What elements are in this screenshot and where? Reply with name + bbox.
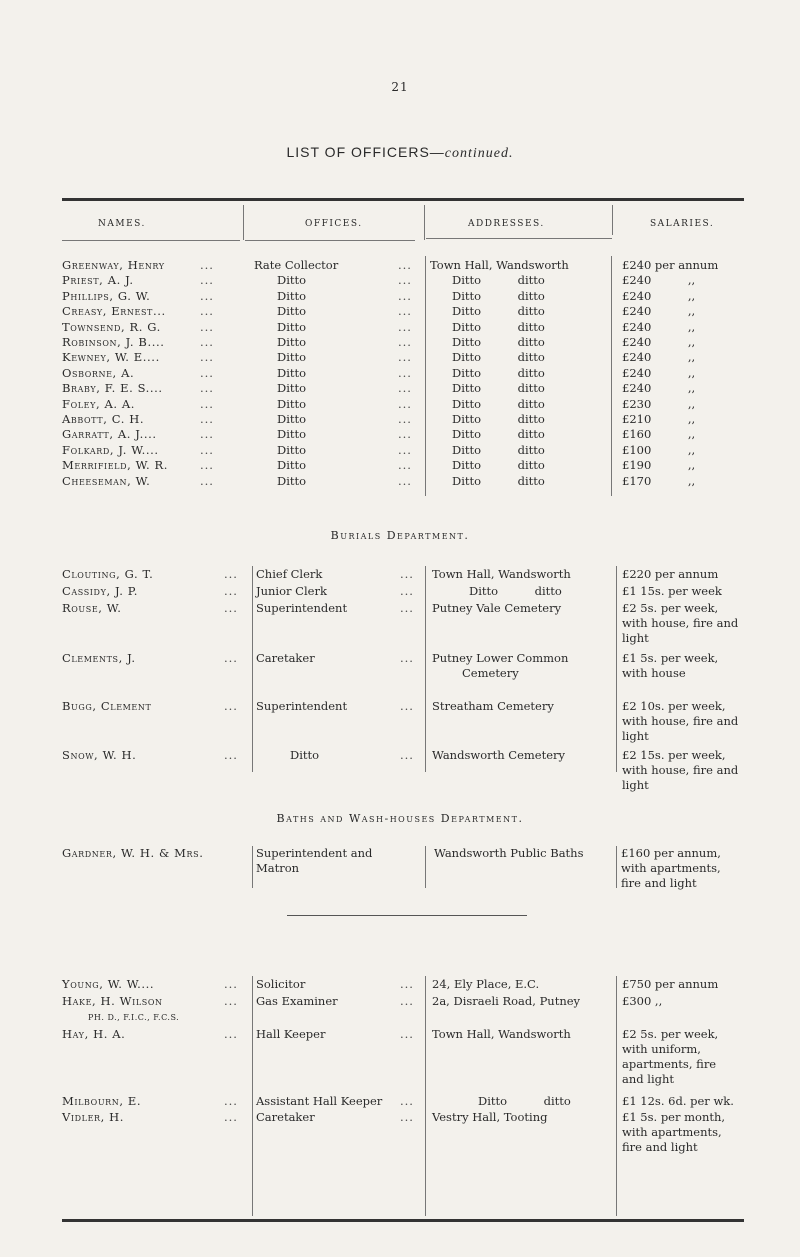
officer-name: Young, W. W.... <box>62 977 155 991</box>
leader-dots: ... <box>398 304 412 319</box>
column-divider <box>425 976 426 1216</box>
leader-dots: ... <box>398 381 412 396</box>
column-divider <box>616 976 617 1216</box>
officer-address: Wandsworth Public Baths <box>434 846 584 860</box>
officer-salary: £2 5s. per week, with uniform, apartments, fire and light <box>622 1027 719 1086</box>
officer-salary: £2 15s. per week, with house, fire and light <box>622 748 739 792</box>
officer-office: Junior Clerk <box>256 584 327 598</box>
leader-dots: ... <box>224 699 238 713</box>
leader-dots: ... <box>200 381 214 396</box>
officer-address: Ditto ditto <box>452 427 545 442</box>
officer-address-line2: Cemetery <box>462 666 519 680</box>
officer-salary: £230 ,, <box>622 396 696 411</box>
officer-address: 2a, Disraeli Road, Putney <box>432 994 581 1008</box>
officer-office: Solicitor <box>256 977 306 991</box>
officer-qualifications: PH. D., F.I.C., F.C.S. <box>88 1013 180 1022</box>
officer-office-line2: Matron <box>256 861 300 875</box>
title-text: LIST OF OFFICERS— <box>286 144 445 160</box>
officer-name: Cheeseman, W. <box>62 473 151 488</box>
officer-name: Merrifield, W. R. <box>62 458 169 473</box>
officer-salary: £210 ,, <box>622 412 696 426</box>
leader-dots: ... <box>398 427 412 442</box>
officer-office: Ditto <box>277 473 307 488</box>
officer-office: Ditto <box>277 273 307 288</box>
leader-dots: ... <box>200 258 214 272</box>
column-divider <box>243 205 244 240</box>
leader-dots: ... <box>398 442 412 457</box>
column-divider <box>425 256 426 496</box>
officer-office: Ditto <box>277 396 307 411</box>
leader-dots: ... <box>200 350 214 365</box>
officer-office: Superintendent <box>256 601 348 615</box>
section-separator <box>287 915 527 916</box>
leader-dots: ... <box>400 977 414 991</box>
leader-dots: ... <box>200 396 214 411</box>
leader-dots: ... <box>398 350 412 365</box>
leader-dots: ... <box>398 458 412 473</box>
officer-address: Putney Lower Common <box>432 651 569 665</box>
officer-address: Wandsworth Cemetery <box>432 748 566 762</box>
column-divider <box>252 976 253 1216</box>
officer-salary: £220 per annum <box>622 567 719 581</box>
officer-address: Ditto ditto <box>452 304 545 319</box>
officer-name: Priest, A. J. <box>62 273 134 288</box>
column-divider <box>252 846 253 888</box>
officer-salary: £2 5s. per week, with house, fire and light <box>622 601 739 645</box>
leader-dots: ... <box>400 699 414 713</box>
officer-office: Ditto <box>277 365 307 380</box>
column-divider <box>611 256 612 496</box>
officer-name: Osborne, A. <box>62 365 135 380</box>
officer-address: Ditto ditto <box>452 273 545 288</box>
officer-office: Chief Clerk <box>256 567 323 581</box>
leader-dots: ... <box>398 396 412 411</box>
officer-address: Ditto ditto <box>452 288 545 303</box>
officer-office: Hall Keeper <box>256 1027 326 1041</box>
leader-dots: ... <box>400 567 414 581</box>
leader-dots: ... <box>224 601 238 615</box>
officer-address: Ditto ditto <box>452 396 545 411</box>
officer-salary: £240 ,, <box>622 365 696 380</box>
leader-dots: ... <box>400 584 414 598</box>
officer-salary: £2 10s. per week, with house, fire and light <box>622 699 739 743</box>
leader-dots: ... <box>200 273 214 288</box>
leader-dots: ... <box>200 304 214 319</box>
column-divider <box>616 566 617 772</box>
officer-office: Ditto <box>277 427 307 442</box>
leader-dots: ... <box>224 1094 238 1108</box>
leader-dots: ... <box>224 651 238 665</box>
officer-name: Milbourn, E. <box>62 1094 142 1108</box>
officer-salary: £240 ,, <box>622 288 696 303</box>
officer-office: Ditto <box>277 458 307 473</box>
leader-dots: ... <box>200 319 214 334</box>
leader-dots: ... <box>398 412 412 426</box>
officer-address: Ditto ditto <box>452 473 545 488</box>
leader-dots: ... <box>398 319 412 334</box>
leader-dots: ... <box>224 584 238 598</box>
leader-dots: ... <box>200 288 214 303</box>
officer-salary: £240 per annum <box>622 258 719 272</box>
leader-dots: ... <box>200 427 214 442</box>
header-addresses: ADDRESSES. <box>468 219 545 229</box>
officer-salary: £240 ,, <box>622 381 696 396</box>
column-divider <box>425 846 426 888</box>
leader-dots: ... <box>224 1027 238 1041</box>
officer-name: Vidler, H. <box>62 1110 125 1124</box>
leader-dots: ... <box>398 273 412 288</box>
officer-name: Cassidy, J. P. <box>62 584 139 598</box>
officer-name: Clouting, G. T. <box>62 567 154 581</box>
officer-name: Hay, H. A. <box>62 1027 126 1041</box>
officer-address: Ditto ditto <box>452 412 545 426</box>
officer-office: Ditto <box>277 335 307 349</box>
leader-dots: ... <box>224 1110 238 1124</box>
officer-office: Ditto <box>277 381 307 396</box>
officer-salary: £300 ,, <box>622 994 663 1008</box>
leader-dots: ... <box>400 994 414 1008</box>
officer-salary: £240 ,, <box>622 304 696 319</box>
officer-salary: £170 ,, <box>622 473 696 488</box>
officer-address: Town Hall, Wandsworth <box>432 1027 571 1041</box>
officer-salary: £240 ,, <box>622 350 696 365</box>
page-number: 21 <box>391 80 409 94</box>
header-names: NAMES. <box>98 219 146 229</box>
leader-dots: ... <box>400 601 414 615</box>
officer-name: Clements, J. <box>62 651 136 665</box>
officer-address: Ditto ditto <box>469 584 562 598</box>
officer-salary: £240 ,, <box>622 335 696 349</box>
officer-salary: £240 ,, <box>622 319 696 334</box>
leader-dots: ... <box>398 365 412 380</box>
leader-dots: ... <box>400 1110 414 1124</box>
leader-dots: ... <box>400 1094 414 1108</box>
leader-dots: ... <box>200 442 214 457</box>
leader-dots: ... <box>224 994 238 1008</box>
column-divider <box>252 566 253 772</box>
officer-salary: £1 5s. per month, with apartments, fire and light <box>622 1110 726 1154</box>
officer-address: Ditto ditto <box>478 1094 571 1108</box>
leader-dots: ... <box>224 748 238 762</box>
leader-dots: ... <box>224 567 238 581</box>
officer-office: Ditto <box>277 288 307 303</box>
leader-dots: ... <box>200 473 214 488</box>
officer-address: Ditto ditto <box>452 319 545 334</box>
officer-name: Creasy, Ernest... <box>62 304 166 319</box>
leader-dots: ... <box>400 748 414 762</box>
officer-name: Townsend, R. G. <box>62 319 161 334</box>
leader-dots: ... <box>398 473 412 488</box>
officer-office: Ditto <box>277 319 307 334</box>
column-divider <box>612 205 613 235</box>
officer-salary: £190 ,, <box>622 458 696 473</box>
officer-office: Assistant Hall Keeper <box>256 1094 383 1108</box>
leader-dots: ... <box>398 335 412 349</box>
officer-name: Phillips, G. W. <box>62 288 151 303</box>
officer-address: 24, Ely Place, E.C. <box>432 977 540 991</box>
officer-name: Gardner, W. H. & Mrs. <box>62 846 204 860</box>
officer-address: Putney Vale Cemetery <box>432 601 562 615</box>
officer-name: Garratt, A. J.... <box>62 427 157 442</box>
column-divider <box>425 566 426 772</box>
header-rule <box>62 240 240 241</box>
officer-address: Streatham Cemetery <box>432 699 554 713</box>
officer-name: Greenway, Henry <box>62 258 165 272</box>
officer-address: Ditto ditto <box>452 458 545 473</box>
officer-office: Ditto <box>277 442 307 457</box>
column-divider <box>616 846 617 888</box>
officer-office: Superintendent and <box>256 846 373 860</box>
officer-name: Foley, A. A. <box>62 396 136 411</box>
title-continued: continued. <box>444 146 514 161</box>
officer-office: Caretaker <box>256 1110 315 1124</box>
officer-address: Ditto ditto <box>452 442 545 457</box>
officer-salary: £1 15s. per week <box>622 584 722 598</box>
officer-name: Folkard, J. W.... <box>62 442 159 457</box>
leader-dots: ... <box>200 335 214 349</box>
officer-address: Town Hall, Wandsworth <box>432 567 571 581</box>
officer-address: Ditto ditto <box>452 365 545 380</box>
officer-office: Ditto <box>277 412 307 426</box>
officer-name: Bugg, Clement <box>62 699 152 713</box>
leader-dots: ... <box>398 258 412 272</box>
officer-name: Kewney, W. E.... <box>62 350 160 365</box>
leader-dots: ... <box>398 288 412 303</box>
officer-address: Ditto ditto <box>452 335 545 349</box>
officer-salary: £1 5s. per week, with house <box>622 651 719 680</box>
page-title <box>0 144 800 162</box>
header-salaries: SALARIES. <box>650 219 715 229</box>
officer-address: Ditto ditto <box>452 350 545 365</box>
burials-section-title: Burials Department. <box>330 529 470 542</box>
table-bottom-rule <box>62 1219 744 1222</box>
officer-name: Hake, H. Wilson <box>62 994 163 1008</box>
officer-name: Snow, W. H. <box>62 748 137 762</box>
officer-office: Rate Collector <box>254 258 339 272</box>
leader-dots: ... <box>200 365 214 380</box>
officer-office: Gas Examiner <box>256 994 338 1008</box>
officer-salary: £160 per annum, with apartments, fire and light <box>621 846 721 890</box>
officer-salary: £750 per annum <box>622 977 719 991</box>
leader-dots: ... <box>224 977 238 991</box>
officer-address: Ditto ditto <box>452 381 545 396</box>
column-divider <box>424 205 425 240</box>
leader-dots: ... <box>400 651 414 665</box>
officer-address: Vestry Hall, Tooting <box>432 1110 548 1124</box>
officer-office: Caretaker <box>256 651 315 665</box>
leader-dots: ... <box>400 1027 414 1041</box>
header-offices: OFFICES. <box>305 219 363 229</box>
officer-address: Town Hall, Wandsworth <box>430 258 569 272</box>
officer-salary: £240 ,, <box>622 273 696 288</box>
header-rule <box>245 240 415 241</box>
officer-salary: £160 ,, <box>622 427 696 442</box>
officer-office: Ditto <box>290 748 320 762</box>
officer-salary: £1 12s. 6d. per wk. <box>622 1094 734 1108</box>
header-rule <box>426 238 612 239</box>
officer-office: Ditto <box>277 304 307 319</box>
table-top-rule <box>62 198 744 201</box>
officer-office: Ditto <box>277 350 307 365</box>
leader-dots: ... <box>200 458 214 473</box>
officer-name: Braby, F. E. S.... <box>62 381 163 396</box>
baths-section-title: Baths and Wash-houses Department. <box>276 812 524 825</box>
officer-office: Superintendent <box>256 699 348 713</box>
leader-dots: ... <box>200 412 214 426</box>
officer-salary: £100 ,, <box>622 442 696 457</box>
officer-name: Robinson, J. B.... <box>62 335 165 349</box>
officer-name: Abbott, C. H. <box>62 412 145 426</box>
officer-name: Rouse, W. <box>62 601 122 615</box>
